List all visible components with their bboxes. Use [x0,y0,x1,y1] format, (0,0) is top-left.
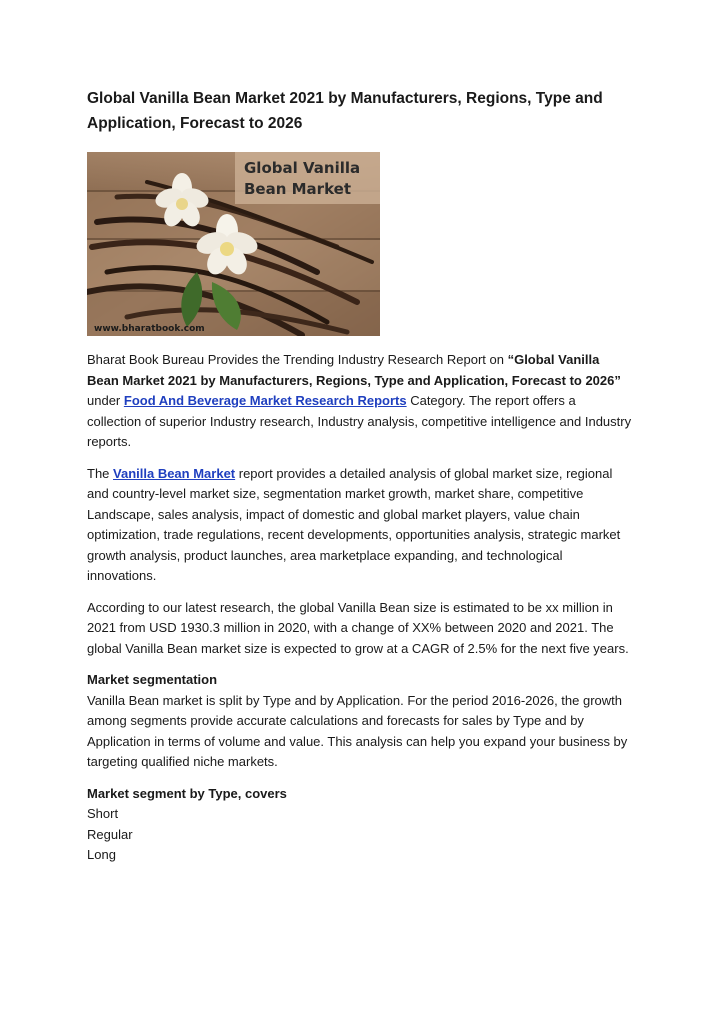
segmentation-text: Vanilla Bean market is split by Type and by Application. For the period 2016-2026, the growth among segments provide accurate calculations and forecasts for sales by Type and by Application in terms of volume and value. This analysis can help you expand your business by targeting qualified niche markets. [87,692,628,769]
research-paragraph: According to our latest research, the global Vanilla Bean size is estimated to be xx million in 2021 from USD 1930.3 million in 2020, with a change of XX% between 2020 and 2021. The global Vanilla Bean market size is expected to grow at a CAGR of 2.5% for the next five years. [87,599,629,656]
vanilla-bean-market-link[interactable]: Vanilla Bean Market [113,465,236,481]
document-title: Global Vanilla Bean Market 2021 by Manufacturers, Regions, Type and Application, Forecast to 2026 [87,90,603,132]
intro-paragraph [87,350,632,453]
segmentation-heading: Market segmentation [87,672,218,687]
hero-image [87,152,380,336]
report-name: “Global Vanilla Bean Market 2021 by Manufacturers, Regions, Type and Application, Forecast to 2026” [87,352,621,388]
report-scope-paragraph [87,464,632,587]
intro-tail: Category. The report offers a collection of superior Industry research, Industry analysis, competitive intelligence and Industry reports. [87,393,632,449]
intro-under: under [87,393,124,408]
hero-title-line2: Bean Market [244,180,351,198]
type-segment-heading: Market segment by Type, covers [87,785,287,801]
hero-title [235,158,380,208]
hero-watermark: www.bharatbook.com [94,324,205,334]
type-item: Short [87,806,119,821]
type-item: Regular [87,826,133,842]
type-item: Long [87,847,116,862]
scope-text: report provides a detailed analysis of global market size, regional and country-level market size, segmentation market growth, market share, competitive Landscape, sales analysis, impact of domestic and global market players, value chain optimization, trade regulations, recent developments, opportunities analysis, strategic market growth analysis, product launches, area marketplace expanding, and technological innovations. [87,465,621,583]
document-page [87,86,632,866]
segmentation-paragraph [87,670,632,773]
hero-title-line1: Global Vanilla [244,159,361,177]
type-segment-section [87,784,632,866]
intro-text: Bharat Book Bureau Provides the Trending Industry Research Report on [87,352,508,367]
scope-pre: The [87,465,114,481]
food-beverage-reports-link[interactable]: Food And Beverage Market Research Reports [123,393,407,408]
